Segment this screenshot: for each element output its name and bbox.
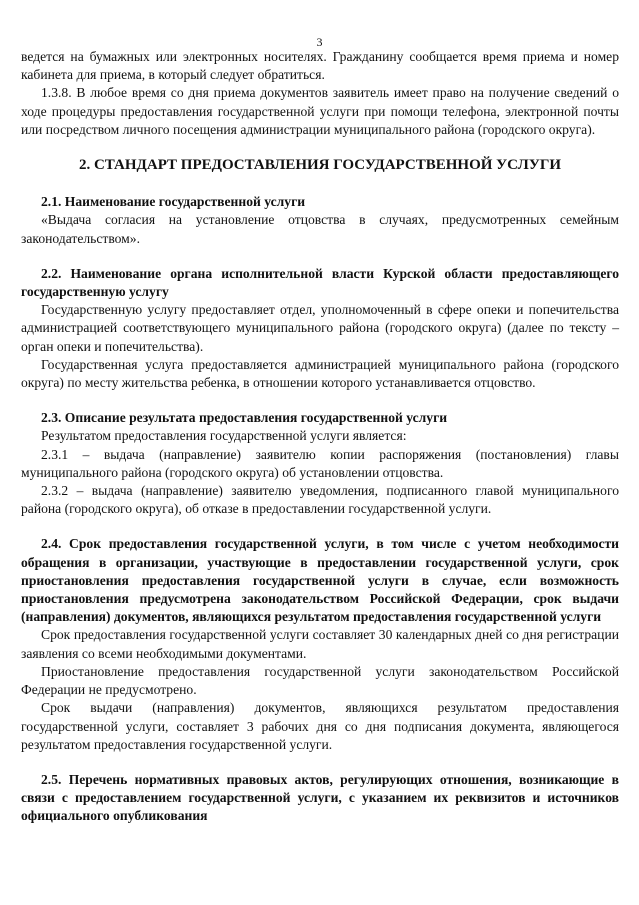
heading-2-4: 2.4. Срок предоставления государственной услуги, в том числе с учетом необходимости обращения в организации, участвующие в предоставлении государственной услуги, срок приостановления предоставления государственной услуги в случае, если возможность приостановления предусмотрена законодательством Российской Федерации, срок выдачи (направления) документов, являющихся результатом предоставления государственной услуги [21,536,619,625]
paragraph: 2.3.2 – выдача (направление) заявителю уведомления, подписанного главой муниципального района (городского округа), об отказе в предоставлении государственной услуги. [21,483,619,517]
intro-paragraph: ведется на бумажных или электронных носителях. Гражданину сообщается время приема и номер кабинета для приема, в который следует обратиться. [21,49,619,83]
paragraph: Результатом предоставления государственной услуги является: [41,428,407,444]
intro-paragraph: 1.3.8. В любое время со дня приема документов заявитель имеет право на получение сведений о ходе процедуры предоставления государственной услуги при помощи телефона, электронной почты или посредством личного посещения администрации муниципального района (городского округа). [21,85,619,137]
paragraph: Государственная услуга предоставляется администрацией муниципального района (городского округа) по месту жительства ребенка, в отношении которого устанавливается отцовство. [21,356,619,391]
paragraph: Срок предоставления государственной услуги составляет 30 календарных дней со дня регистрации заявления со всеми необходимыми документами. [21,627,619,661]
heading-2-3: 2.3. Описание результата предоставления государственной услуги [41,410,448,426]
paragraph: Срок выдачи (направления) документов, являющихся результатом предоставления государственной услуги, составляет 3 рабочих дня со дня подписания документа, являющегося результатом предоставления государственной услуги. [21,700,619,752]
paragraph: 2.3.1 – выдача (направление) заявителю копии распоряжения (постановления) главы муниципального района (городского округа) об установлении отцовства. [21,446,619,480]
heading-2-5: 2.5. Перечень нормативных правовых актов, регулирующих отношения, возникающие в связи с предоставлением государственной услуги, с указанием их реквизитов и источников официального опубликования [21,771,619,824]
heading-2-1: 2.1. Наименование государственной услуги [41,194,306,210]
section-title: 2. СТАНДАРТ ПРЕДОСТАВЛЕНИЯ ГОСУДАРСТВЕННОЙ УСЛУГИ [78,157,562,174]
heading-2-2: 2.2. Наименование органа исполнительной власти Курской области предоставляющего государственную услугу [21,265,619,300]
page-number: 3 [316,35,323,49]
document-body [21,48,619,826]
paragraph: «Выдача согласия на установление отцовства в случаях, предусмотренных семейным законодательством». [21,212,619,246]
paragraph: Приостановление предоставления государственной услуги законодательством Российской Федерации не предусмотрено. [21,663,619,698]
paragraph: Государственную услугу предоставляет отдел, уполномоченный в сфере опеки и попечительства администрацией соответствующего муниципального района (городского округа) (далее по тексту – орган опеки и попечительства). [21,302,619,354]
